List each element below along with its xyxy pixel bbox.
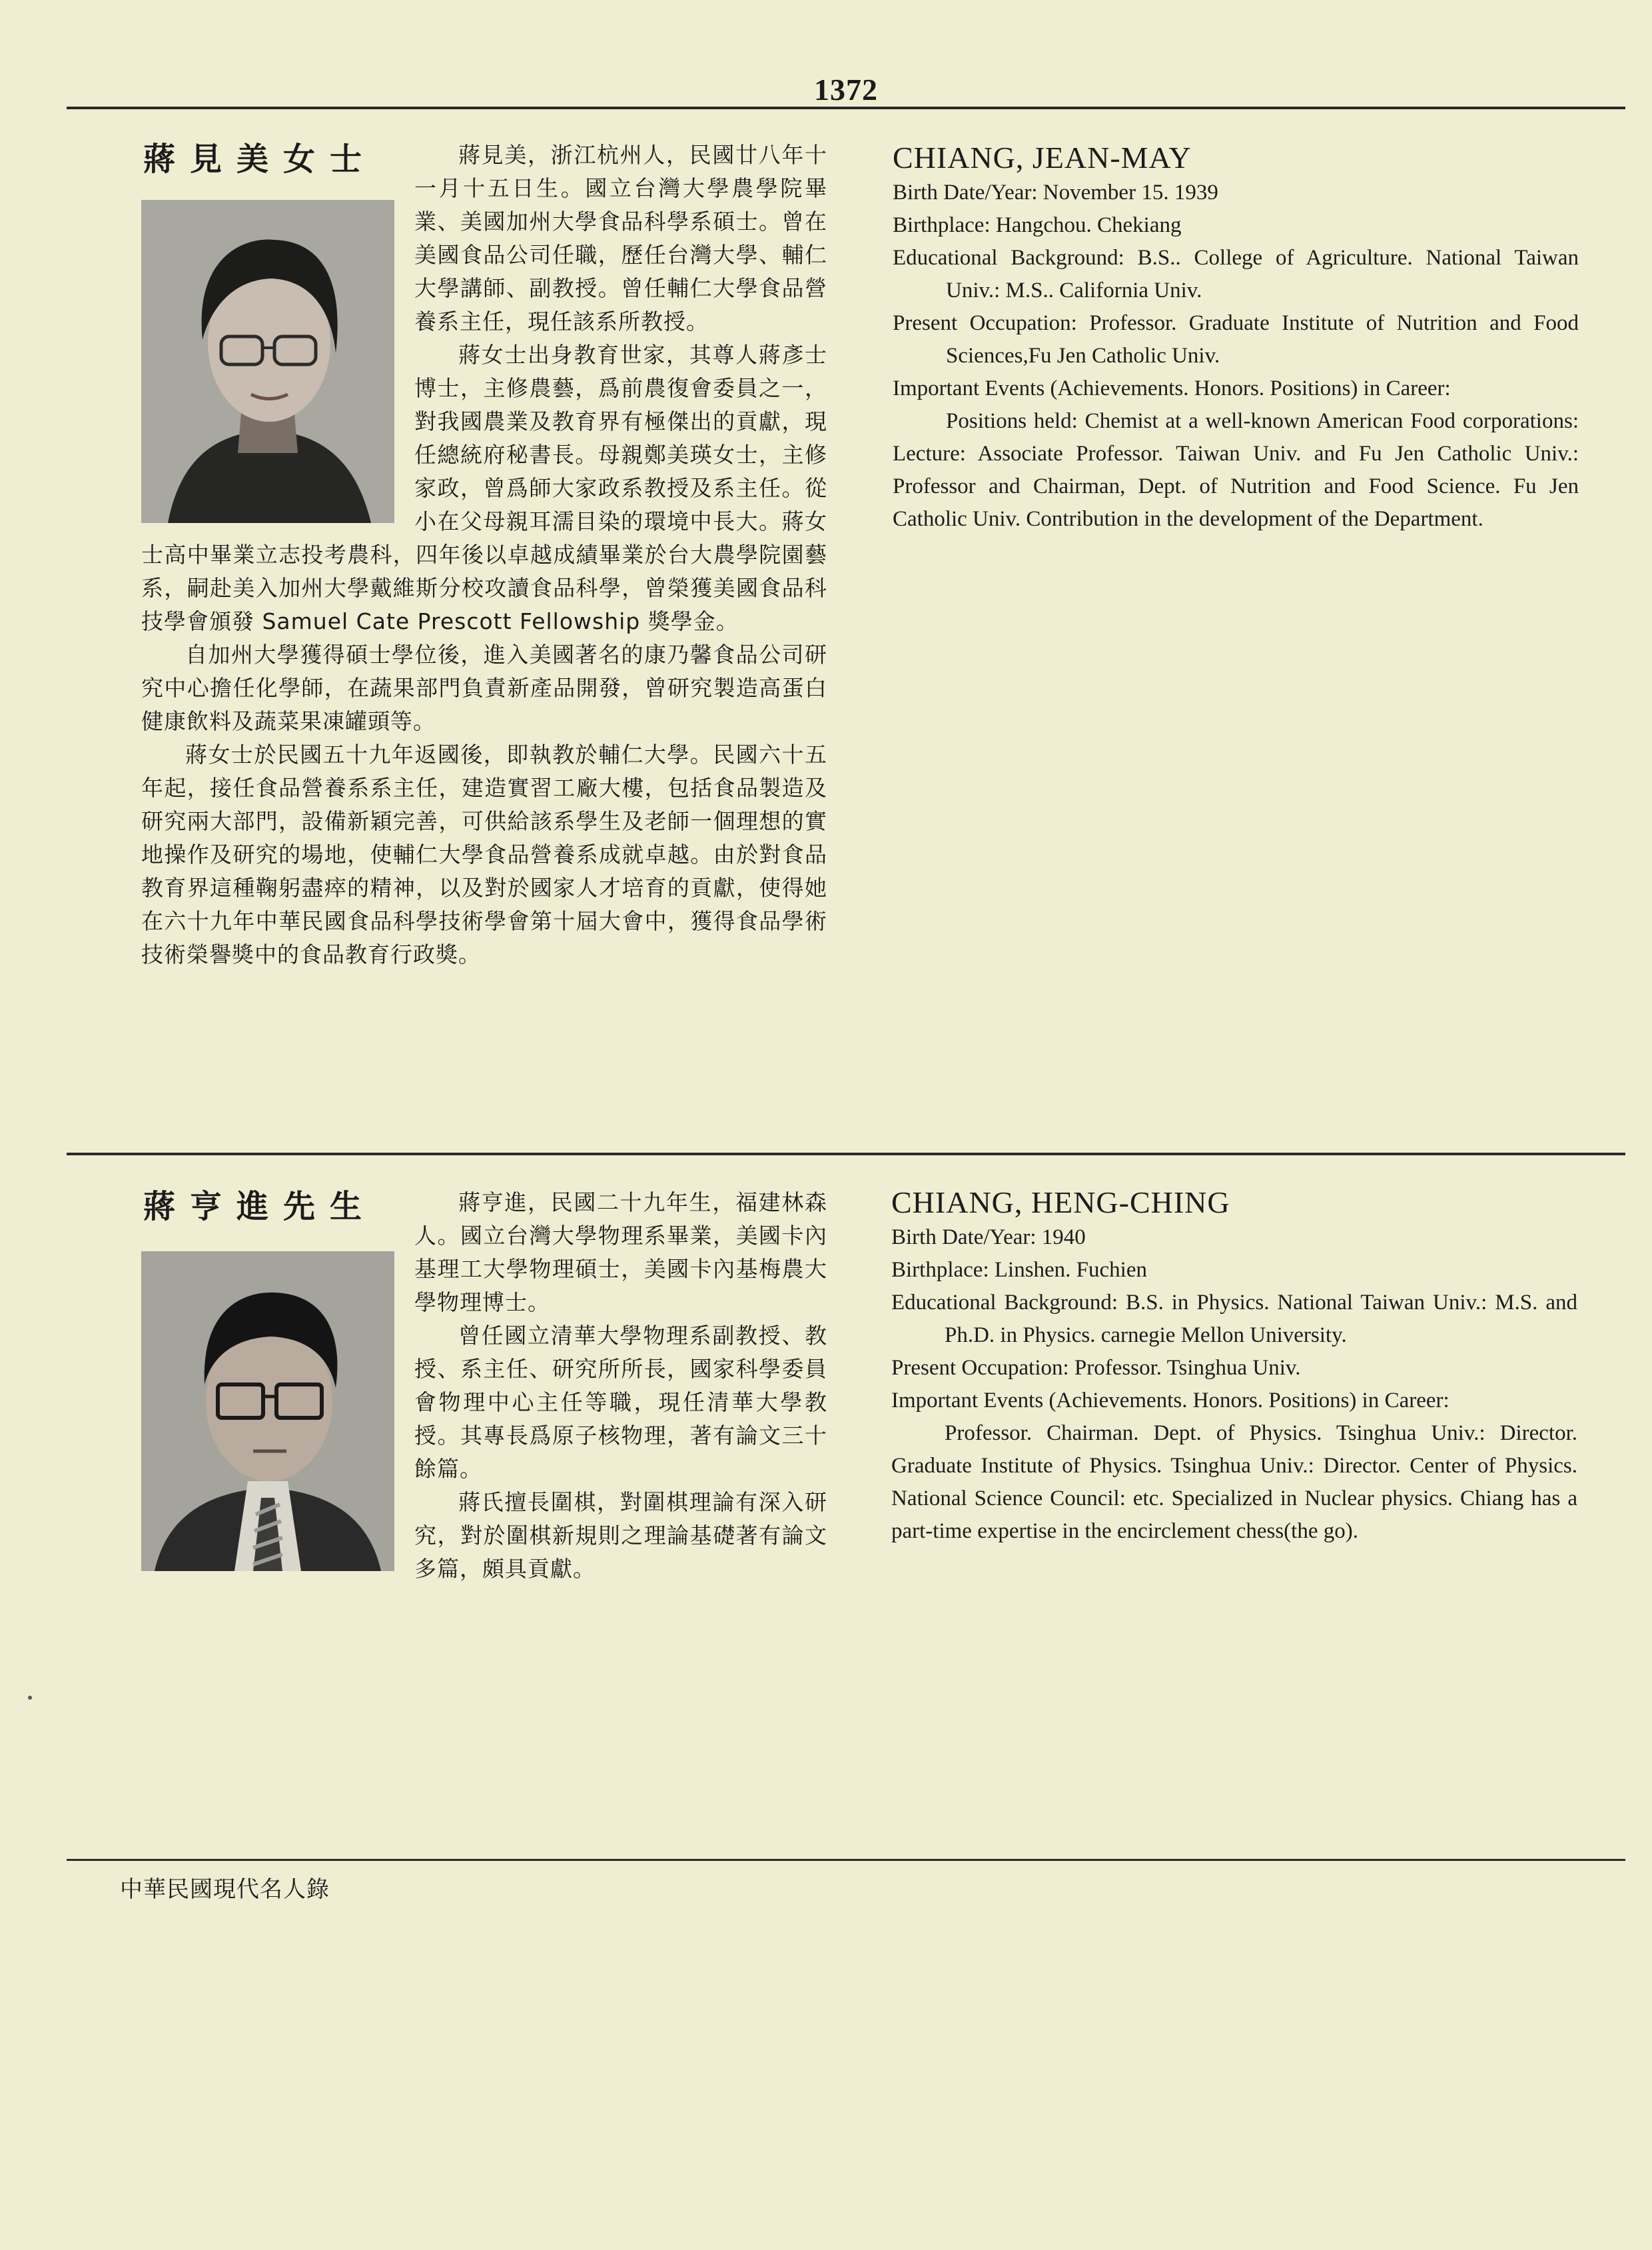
- entry-2-portrait-photo: [141, 1251, 394, 1571]
- print-speck: [28, 1696, 32, 1700]
- entry-2-cn-paragraph: 蔣氏擅長圍棋，對圍棋理論有深入研究，對於圍棋新規則之理論基礎著有論文多篇，頗具貢獻。: [414, 1489, 827, 1582]
- entry-1-portrait-photo: [141, 200, 394, 523]
- entry-2-career-paragraph: Professor. Chairman. Dept. of Physics. Tsinghua Univ.: Director. Graduate Institute of Physics. Tsinghua Univ.: Director. Center of Physics. National Science Council: etc. Specialized in Nuclear physics. Chiang has a part-time expertise in the encirclement chess(the go).: [891, 1421, 1577, 1543]
- entry-2-chinese-name: 蔣亨進先生: [143, 1181, 383, 1227]
- entry-1-events-heading: Important Events (Achievements. Honors. Positions) in Career:: [893, 376, 1451, 400]
- entry-1-cn-paragraph: 蔣女士出身教育世家，其尊人蔣彥士博士，主修農藝，爲前農復會委員之一，對我國農業及教育界有極傑出的貢獻，現任總統府秘書長。母親鄭美瑛女士，主修家政，曾爲師大家政系教授及系主任。從小在父母親耳濡目染的環境中長大。蔣女士高中畢業立志投考農科，四年後以卓越成績畢業於台大農學院園藝系，嗣赴美入加州大學戴維斯分校攻讀食品科學，曾榮獲美國食品科技學會頒發 Samuel Cate Prescott Fellowship 獎學金。: [141, 342, 827, 634]
- entry-1-chinese-name: 蔣見美女士: [143, 133, 383, 179]
- entry-2-events-heading: Important Events (Achievements. Honors. Positions) in Career:: [891, 1389, 1449, 1412]
- entry-2-education: Educational Background: B.S. in Physics. National Taiwan Univ.: M.S. and Ph.D. in Physics. carnegie Mellon University.: [891, 1291, 1577, 1347]
- entry-2-cn-paragraph: 曾任國立清華大學物理系副教授、教授、系主任、研究所所長，國家科學委員會物理中心主任等職，現任清華大學教授。其專長爲原子核物理，著有論文三十餘篇。: [414, 1323, 827, 1482]
- entry-1-career-paragraph: Positions held: Chemist at a well-known American Food corporations: Lecture: Associate Professor. Taiwan Univ. and Fu Jen Catholic Univ.: Professor and Chairman, Dept. of Nutrition and Food Science. Fu Jen Catholic Univ. Contribution in the development of the Department.: [893, 409, 1579, 531]
- entry-1-cn-paragraph: 自加州大學獲得碩士學位後，進入美國著名的康乃馨食品公司研究中心擔任化學師，在蔬果部門負責新產品開發，曾研究製造高蛋白健康飲料及蔬菜果凍罐頭等。: [141, 642, 827, 734]
- page-number: 1372: [814, 73, 878, 107]
- bottom-rule: [67, 1859, 1625, 1861]
- entry-2-occupation: Present Occupation: Professor. Tsinghua Univ.: [891, 1356, 1301, 1380]
- entry-1-occupation: Present Occupation: Professor. Graduate Institute of Nutrition and Food Sciences,Fu Jen Catholic Univ.: [893, 311, 1579, 368]
- entry-1-english-bio: [893, 141, 1579, 536]
- entry-2-english-bio: [891, 1186, 1577, 1548]
- entry-2-birthplace: Birthplace: Linshen. Fuchien: [891, 1258, 1147, 1282]
- entry-1-cn-paragraph: 蔣見美，浙江杭州人，民國廿八年十一月十五日生。國立台灣大學農學院畢業、美國加州大學食品科學系碩士。曾在美國食品公司任職，歷任台灣大學、輔仁大學講師、副教授。曾任輔仁大學食品營養系主任，現任該系所教授。: [414, 142, 827, 334]
- entry-1-english-name: CHIANG, JEAN-MAY: [893, 141, 1192, 175]
- entry-2-english-name: CHIANG, HENG-CHING: [891, 1185, 1230, 1219]
- entry-1-education: Educational Background: B.S.. College of Agriculture. National Taiwan Univ.: M.S.. California Univ.: [893, 246, 1579, 302]
- top-rule: [67, 107, 1625, 109]
- entry-1-birth-date: Birth Date/Year: November 15. 1939: [893, 181, 1218, 205]
- section-divider-rule: [67, 1153, 1625, 1155]
- entry-1-cn-paragraph: 蔣女士於民國五十九年返國後，即執教於輔仁大學。民國六十五年起，接任食品營養系系主任，建造實習工廠大樓，包括食品製造及研究兩大部門，設備新穎完善，可供給該系學生及老師一個理想的實地操作及研究的場地，使輔仁大學食品營養系成就卓越。由於對食品教育界這種鞠躬盡瘁的精神，以及對於國家人才培育的貢獻，使得她在六十九年中華民國食品科學技術學會第十屆大會中，獲得食品學術技術榮譽獎中的食品教育行政獎。: [141, 742, 827, 967]
- entry-2-cn-paragraph: 蔣亨進，民國二十九年生，福建林森人。國立台灣大學物理系畢業，美國卡內基理工大學物理碩士，美國卡內基梅農大學物理博士。: [414, 1189, 827, 1315]
- entry-2-birth-date: Birth Date/Year: 1940: [891, 1225, 1086, 1249]
- book-title-footer: 中華民國現代名人錄: [120, 1876, 330, 1903]
- entry-1-birthplace: Birthplace: Hangchou. Chekiang: [893, 213, 1182, 237]
